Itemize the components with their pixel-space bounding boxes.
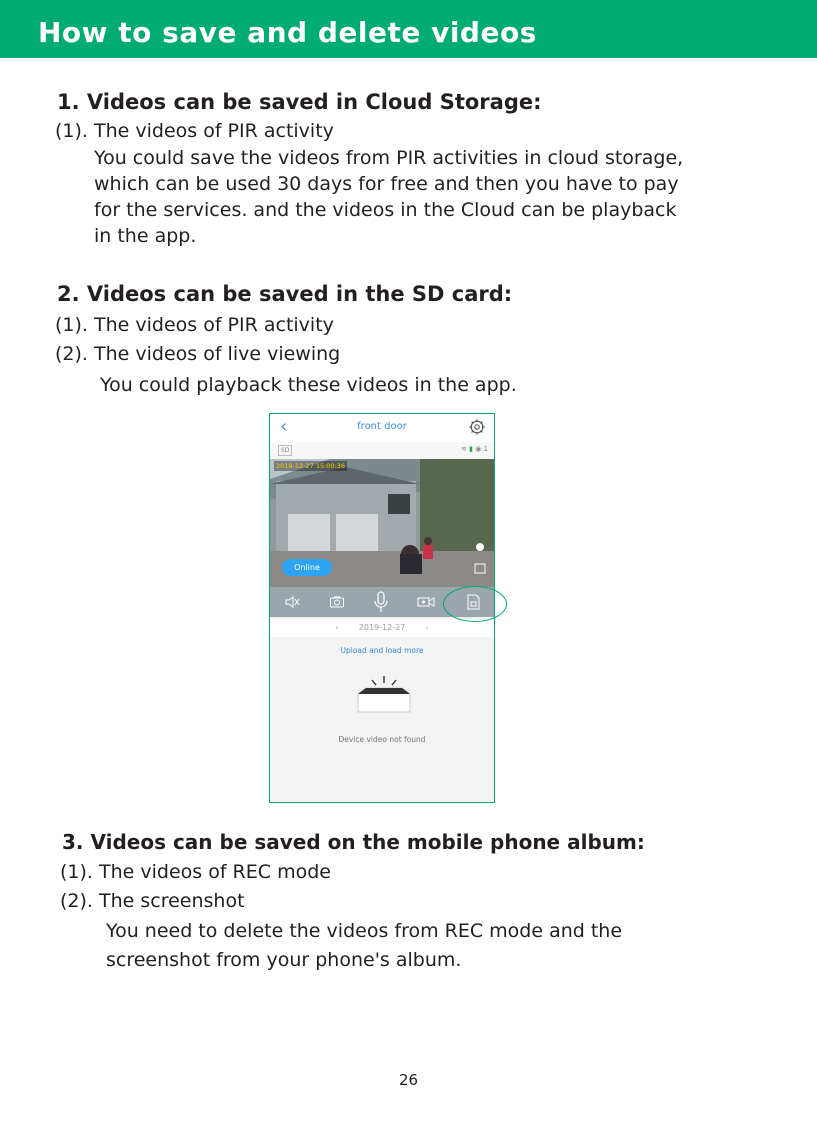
section1-para-line2: which can be used 30 days for free and then you have to pay <box>94 173 679 195</box>
app-status-bar <box>270 442 494 459</box>
mute-icon[interactable] <box>284 594 300 610</box>
section3-para-line2: screenshot from your phone's album. <box>106 949 462 971</box>
section3-item1: (1). The videos of REC mode <box>60 861 331 883</box>
date-selector[interactable] <box>270 619 494 637</box>
upload-load-more-link[interactable]: Upload and load more <box>340 646 424 655</box>
eye-icon: ◉ <box>475 445 482 453</box>
page-number: 26 <box>398 1071 419 1089</box>
video-timestamp: 2019-12-27 15:00:36 <box>276 462 346 470</box>
highlight-circle <box>443 586 507 622</box>
section2-para: You could playback these videos in the app. <box>100 374 517 396</box>
camera-icon[interactable] <box>329 594 345 610</box>
section3-item2: (2). The screenshot <box>60 890 245 912</box>
online-badge: Online <box>282 559 332 576</box>
empty-box-icon <box>354 672 414 717</box>
wifi-icon: ≋ <box>460 445 467 453</box>
chevron-right-icon[interactable]: › <box>425 623 429 632</box>
section1-para-line4: in the app. <box>94 225 197 247</box>
app-top-bar <box>270 414 494 442</box>
chevron-left-icon[interactable]: ‹ <box>335 623 339 632</box>
section2-item1: (1). The videos of PIR activity <box>55 314 334 336</box>
section2-heading: 2. Videos can be saved in the SD card: <box>57 282 513 306</box>
header-banner <box>0 0 817 58</box>
status-icons <box>461 445 488 453</box>
chevron-left-icon[interactable]: ‹ <box>280 416 288 437</box>
section3-heading: 3. Videos can be saved on the mobile phone album: <box>62 830 645 854</box>
section1-para-line1: You could save the videos from PIR activities in cloud storage, <box>94 147 684 169</box>
section1-item1: (1). The videos of PIR activity <box>55 120 334 142</box>
battery-icon: ▮ <box>469 445 473 453</box>
section1-heading: 1. Videos can be saved in Cloud Storage: <box>57 90 542 114</box>
sd-badge: SD <box>278 445 292 456</box>
empty-message: Device video not found <box>338 735 426 744</box>
app-title: front door <box>357 421 407 432</box>
microphone-icon[interactable] <box>372 590 390 614</box>
section1-para-line3: for the services. and the videos in the Cloud can be playback <box>94 199 677 221</box>
gear-icon[interactable] <box>468 418 486 436</box>
record-video-icon[interactable] <box>417 594 435 610</box>
section2-item2: (2). The videos of live viewing <box>55 343 341 365</box>
selected-date: 2019-12-27 <box>358 623 406 632</box>
section3-para-line1: You need to delete the videos from REC mode and the <box>106 920 623 942</box>
page-title: How to save and delete videos <box>38 16 537 49</box>
status-number: 1 <box>483 445 488 453</box>
live-video[interactable] <box>270 459 494 587</box>
